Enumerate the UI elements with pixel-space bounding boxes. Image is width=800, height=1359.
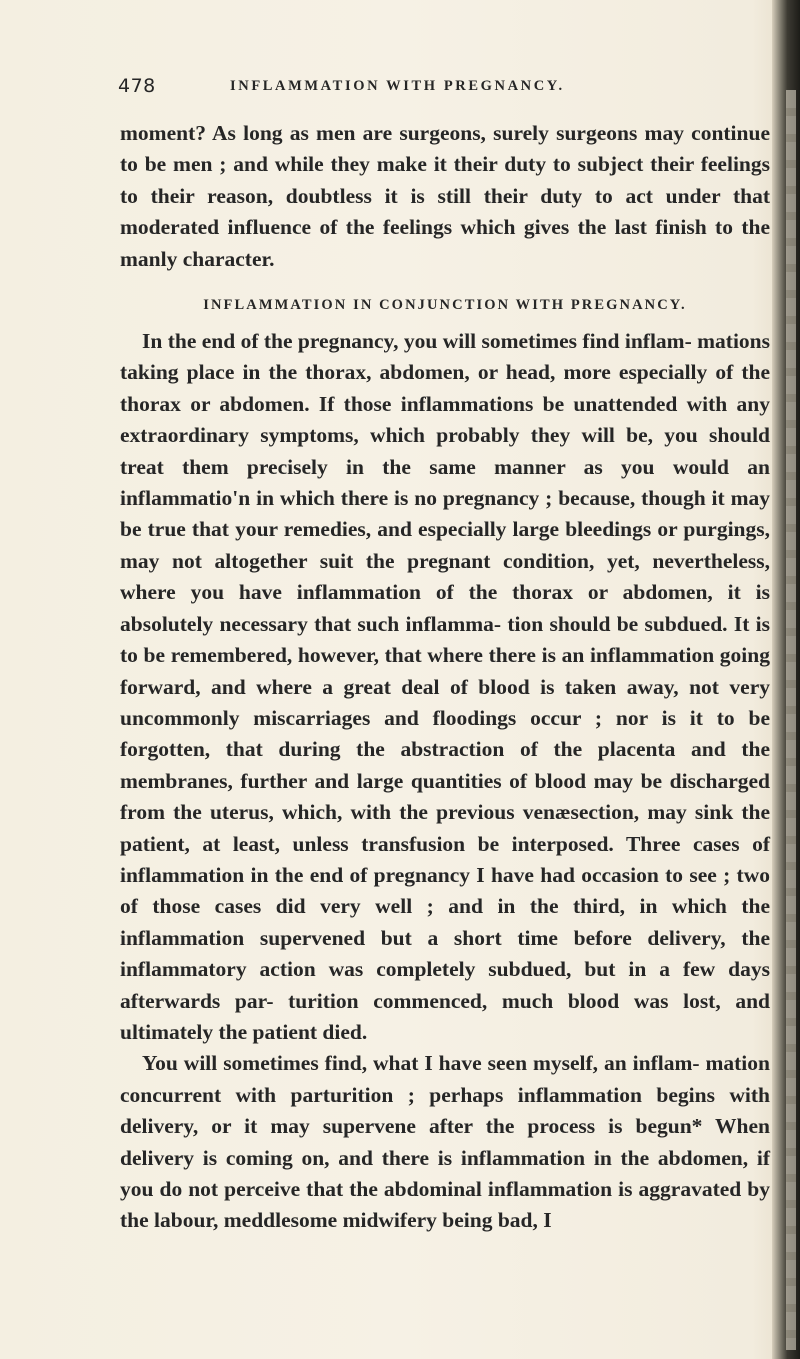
paragraph-continued: moment? As long as men are surgeons, surely surgeons may continue to be men ; and while they make it their duty to subject their feelings to their reason, doubtless it is still their duty to act under that moderated influence of the feelings which gives the last finish to the manly character. <box>120 121 770 271</box>
paragraph-1: In the end of the pregnancy, you will sometimes find inflam- mations taking place in the thorax, abdomen, or head, more especially of the thorax or abdomen. If those inflammations be unattended with any extraordinary symptoms, which probably they will be, you should treat them precisely in the same manner as you would an inflammatio'n in which there is no pregnancy ; because, though it may be true that your remedies, and especially large bleedings or purgings, may not altogether suit the pregnant condition, yet, nevertheless, where you have inflammation of the thorax or abdomen, it is absolutely necessary that such inflamma- tion should be subdued. It is to be remembered, however, that where there is an inflammation going forward, and where a great deal of blood is taken away, not very uncommonly miscarriages and floodings occur ; nor is it to be forgotten, that during the abstraction of the placenta and the membranes, further and large quantities of blood may be discharged from the uterus, which, with the previous venæsection, may sink the patient, at least, unless transfusion be interposed. Three cases of inflammation in the end of pregnancy I have had occasion to see ; two of those cases did very well ; and in the third, in which the inflammation supervened but a short time before delivery, the inflammatory action was completely subdued, but in a few days afterwards par- turition commenced, much blood was lost, and ultimately the patient died. <box>120 329 770 1044</box>
page-number: 478 <box>118 75 156 97</box>
page-text <box>120 118 770 1237</box>
running-head <box>118 75 778 105</box>
paragraph-2: You will sometimes find, what I have seen myself, an inflam- mation concurrent with parturition ; perhaps inflammation begins with delivery, or it may supervene after the process is begun* When delivery is coming on, and there is inflammation in the abdomen, if you do not perceive that the abdominal inflammation is aggravated by the labour, meddlesome midwifery being bad, I <box>120 1051 770 1233</box>
facing-page-edge <box>786 90 796 1350</box>
section-heading: INFLAMMATION IN CONJUNCTION WITH PREGNANCY. <box>203 297 687 314</box>
running-head-title: INFLAMMATION WITH PREGNANCY. <box>230 78 565 94</box>
